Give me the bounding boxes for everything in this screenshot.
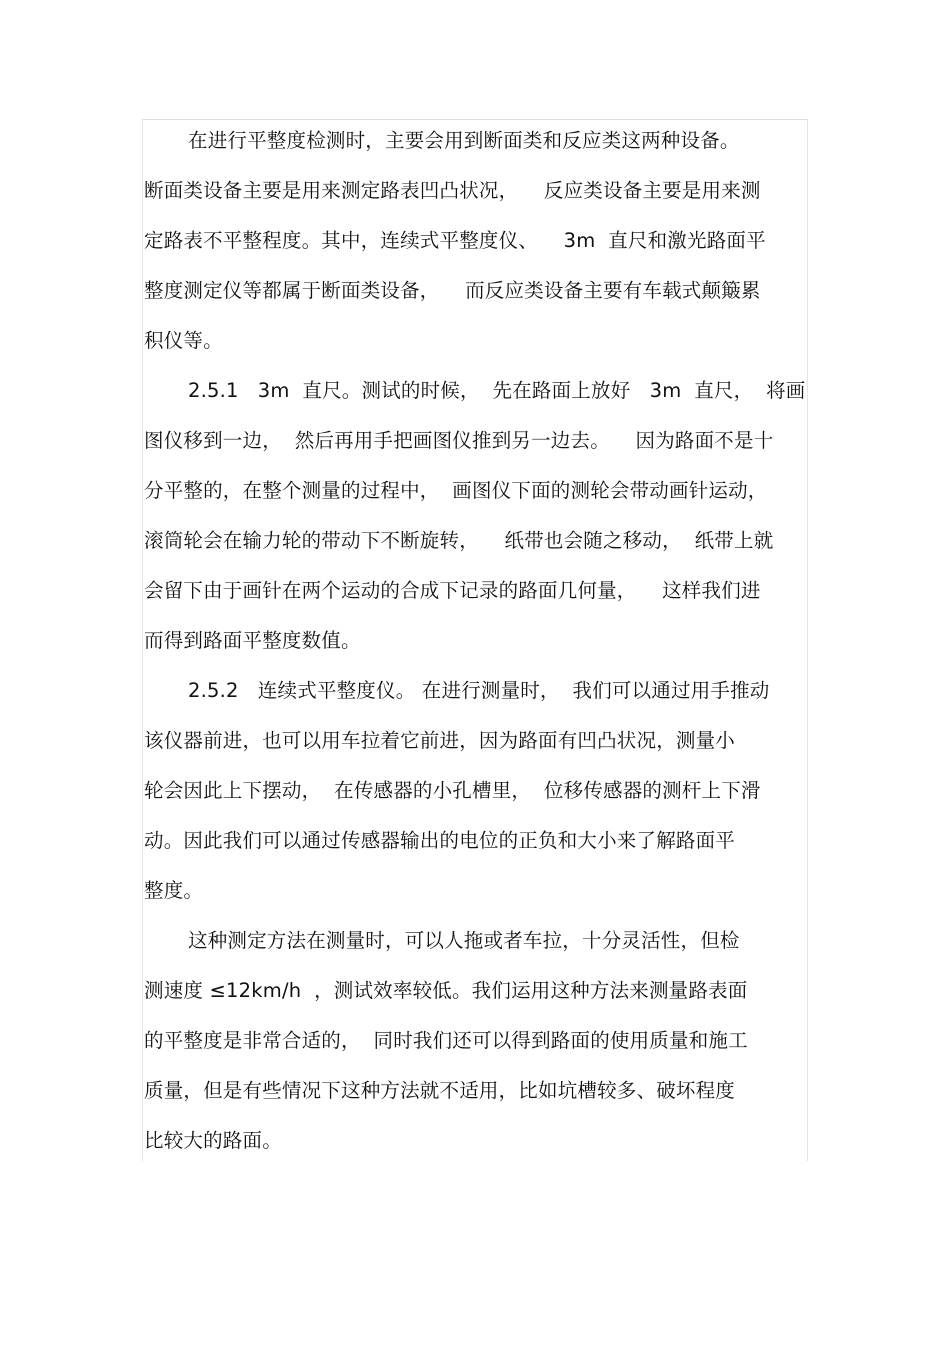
paragraph-4-line-3: 的平整度是非常合适的， 同时我们还可以得到路面的使用质量和施工	[144, 1029, 748, 1052]
paragraph-1-line-1: 在进行平整度检测时，主要会用到断面类和反应类这两种设备。	[188, 129, 740, 152]
paragraph-4-line-4: 质量，但是有些情况下这种方法就不适用，比如坑槽较多、破坏程度	[144, 1079, 736, 1102]
paragraph-1-line-3: 定路表不平整程度。其中，连续式平整度仪、 3m 直尺和激光路面平	[144, 229, 766, 252]
paragraph-4-line-5: 比较大的路面。	[144, 1129, 282, 1152]
paragraph-3-line-4: 动。因此我们可以通过传感器输出的电位的正负和大小来了解路面平	[144, 829, 736, 852]
paragraph-4-line-1: 这种测定方法在测量时，可以人拖或者车拉，十分灵活性，但检	[188, 929, 740, 952]
paragraph-3-line-5: 整度。	[144, 879, 204, 902]
paragraph-3-line-1: 2.5.2 连续式平整度仪。 在进行测量时， 我们可以通过用手推动	[188, 679, 770, 702]
paragraph-4-line-2: 测速度 ≤12km/h ，测试效率较低。我们运用这种方法来测量路表面	[144, 979, 748, 1002]
paragraph-3-line-2: 该仪器前进，也可以用车拉着它前进，因为路面有凹凸状况，测量小	[144, 729, 736, 752]
paragraph-2-line-1: 2.5.1 3m 直尺。测试的时候， 先在路面上放好 3m 直尺， 将画	[188, 379, 806, 402]
paragraph-2-line-3: 分平整的，在整个测量的过程中， 画图仪下面的测轮会带动画针运动，	[144, 479, 768, 502]
paragraph-2-line-5: 会留下由于画针在两个运动的合成下记录的路面几何量， 这样我们进	[144, 579, 761, 602]
paragraph-2-line-6: 而得到路面平整度数值。	[144, 629, 361, 652]
paragraph-1-line-4: 整度测定仪等都属于断面类设备， 而反应类设备主要有车载式颠簸累	[144, 279, 761, 302]
paragraph-3-line-3: 轮会因此上下摆动， 在传感器的小孔槽里， 位移传感器的测杆上下滑	[144, 779, 761, 802]
paragraph-1-line-2: 断面类设备主要是用来测定路表凹凸状况， 反应类设备主要是用来测	[144, 179, 761, 202]
paragraph-2-line-2: 图仪移到一边， 然后再用手把画图仪推到另一边去。 因为路面不是十	[144, 429, 774, 452]
paragraph-1-line-5: 积仪等。	[144, 329, 223, 352]
paragraph-2-line-4: 滚筒轮会在输力轮的带动下不断旋转， 纸带也会随之移动， 纸带上就	[144, 529, 774, 552]
